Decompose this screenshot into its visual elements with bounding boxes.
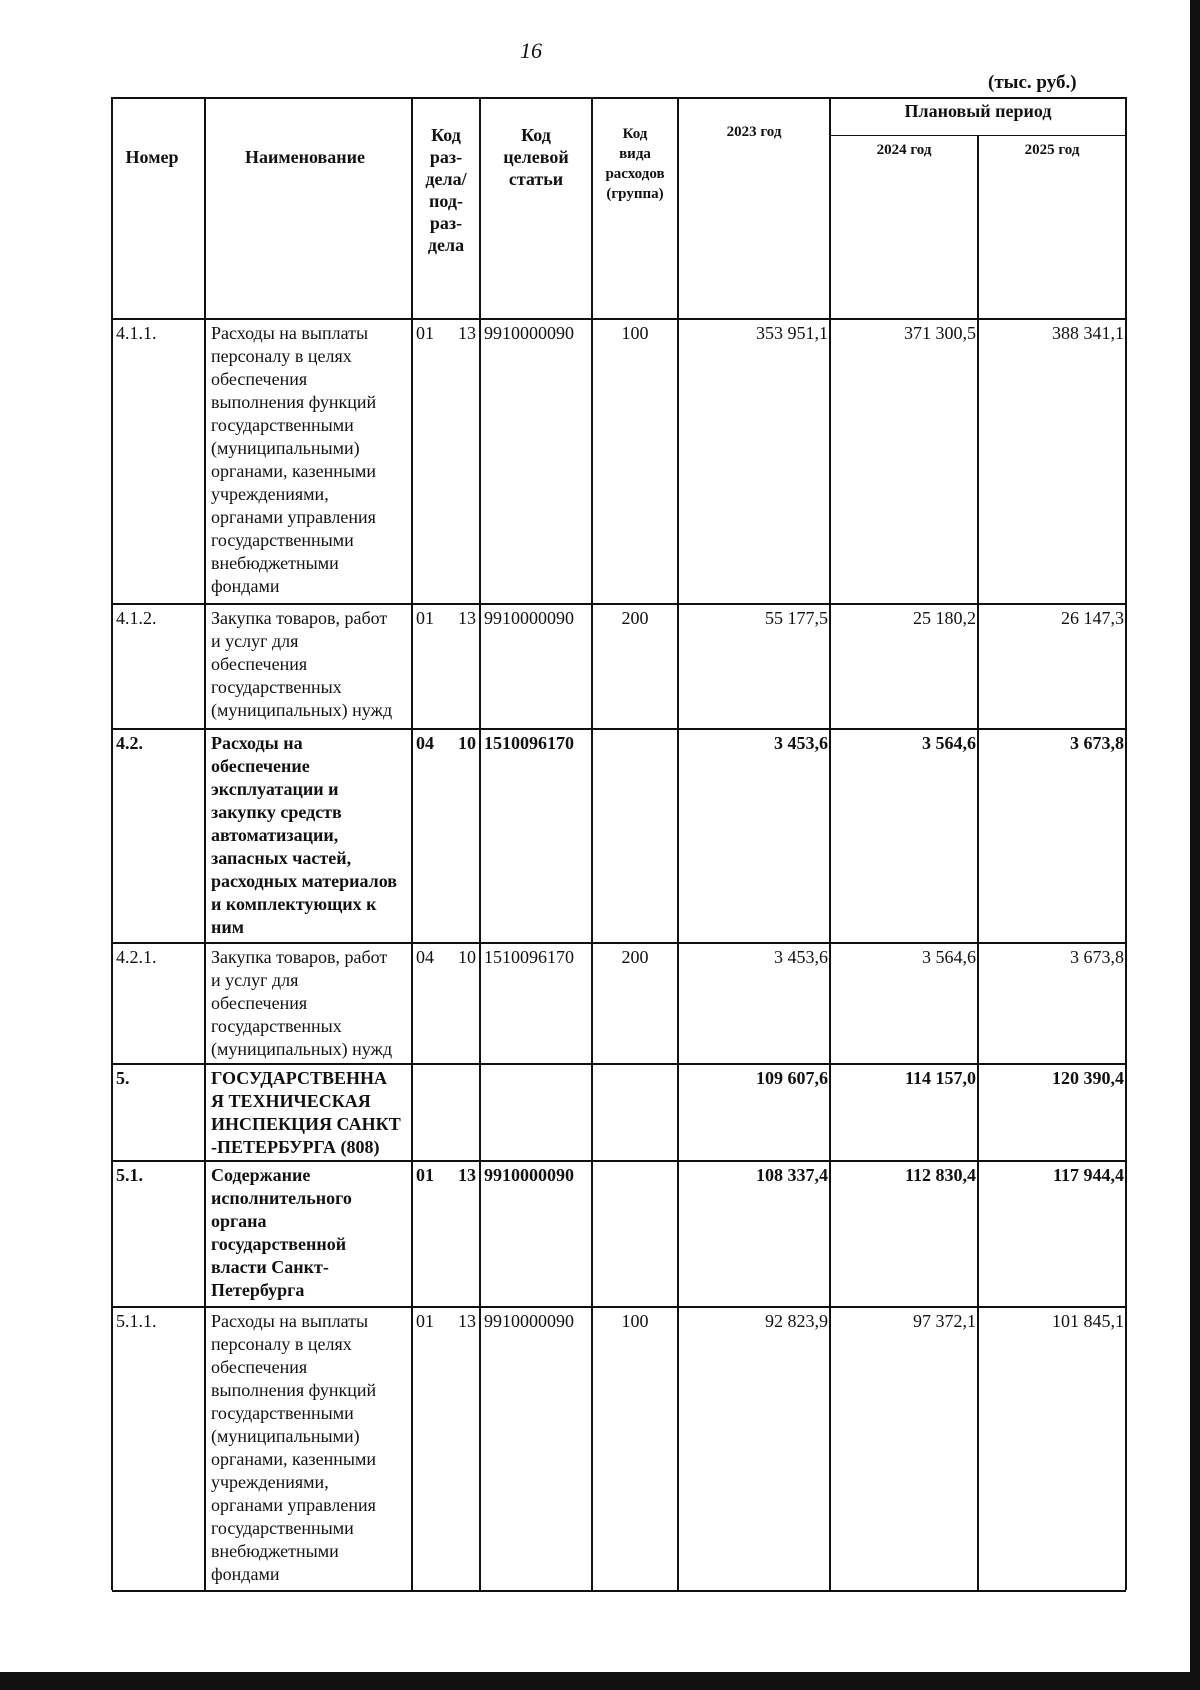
row-value-2023: 108 337,4 xyxy=(756,1165,828,1185)
units-label: (тыс. руб.) xyxy=(988,72,1077,93)
page-number: 16 xyxy=(520,38,542,63)
row-value-2024: 97 372,1 xyxy=(913,1311,976,1331)
header-year-2025: 2025 год xyxy=(1024,142,1080,158)
scan-border-right xyxy=(1190,0,1200,1690)
table-row-line xyxy=(112,1306,1126,1308)
row-subsection-code: 13 xyxy=(458,323,476,343)
row-target-code: 1510096170 xyxy=(484,733,574,753)
row-target-code: 9910000090 xyxy=(484,1311,574,1331)
header-number: Номер xyxy=(125,147,179,167)
row-value-2023: 3 453,6 xyxy=(774,733,828,753)
row-number: 4.2. xyxy=(116,733,143,753)
row-value-2024: 3 564,6 xyxy=(922,947,976,967)
table-row-line xyxy=(112,603,1126,605)
table-column-line xyxy=(479,97,481,1590)
row-value-2023: 55 177,5 xyxy=(765,608,828,628)
row-value-2024: 3 564,6 xyxy=(922,733,976,753)
row-number: 4.2.1. xyxy=(116,947,157,967)
row-value-2024: 112 830,4 xyxy=(904,1165,976,1185)
row-section-code: 01 xyxy=(416,608,434,628)
table-column-line xyxy=(111,97,113,1590)
row-value-2024: 114 157,0 xyxy=(904,1068,976,1088)
row-name: Расходы на выплаты персоналу в целях обеспечения выполнения функций государственными (муниципальными) органами, казенными учреждениями, органами управления государственными внебюджетными фондами xyxy=(211,1311,377,1584)
row-value-2025: 26 147,3 xyxy=(1061,608,1124,628)
row-name: Расходы на обеспечение эксплуатации и закупку средств автоматизации, запасных частей, расходных материалов и комплектующих к ним xyxy=(211,733,398,937)
row-expense-type: 200 xyxy=(621,947,649,967)
row-number: 5. xyxy=(116,1068,130,1088)
row-name: Закупка товаров, работ и услуг для обеспечения государственных (муниципальных) нужд xyxy=(211,947,393,1059)
row-section-code: 01 xyxy=(416,1311,434,1331)
row-expense-type: 200 xyxy=(621,608,649,628)
row-name: ГОСУДАРСТВЕННА Я ТЕХНИЧЕСКАЯ ИНСПЕКЦИЯ САНКТ -ПЕТЕРБУРГА (808) xyxy=(211,1068,401,1157)
row-subsection-code: 13 xyxy=(458,1311,476,1331)
row-value-2025: 120 390,4 xyxy=(1052,1068,1124,1088)
row-name: Расходы на выплаты персоналу в целях обеспечения выполнения функций государственными (муниципальными) органами, казенными учреждениями, органами управления государственными внебюджетными фондами xyxy=(211,323,377,596)
table-column-line xyxy=(677,97,679,1590)
row-value-2025: 3 673,8 xyxy=(1070,947,1124,967)
row-value-2025: 388 341,1 xyxy=(1052,323,1124,343)
row-section-code: 04 xyxy=(416,733,434,753)
row-value-2023: 109 607,6 xyxy=(756,1068,828,1088)
row-value-2023: 92 823,9 xyxy=(765,1311,828,1331)
row-subsection-code: 10 xyxy=(458,947,476,967)
row-number: 4.1.2. xyxy=(116,608,157,628)
row-subsection-code: 13 xyxy=(458,608,476,628)
table-row-line xyxy=(112,318,1126,320)
row-section-code: 01 xyxy=(416,323,434,343)
header-planned-period: Плановый период xyxy=(904,101,1052,121)
row-expense-type: 100 xyxy=(621,323,649,343)
header-target-code: Код целевой статьи xyxy=(503,125,569,189)
row-expense-type: 100 xyxy=(621,1311,649,1331)
table-row-line xyxy=(112,1590,1126,1592)
table-row-line xyxy=(112,1063,1126,1065)
row-target-code: 9910000090 xyxy=(484,1165,574,1185)
table-row-line xyxy=(112,1160,1126,1162)
table-column-line xyxy=(204,97,206,1590)
row-value-2023: 353 951,1 xyxy=(756,323,828,343)
row-name: Закупка товаров, работ и услуг для обеспечения государственных (муниципальных) нужд xyxy=(211,608,393,720)
planned-period-divider xyxy=(830,135,1126,136)
row-value-2024: 371 300,5 xyxy=(904,323,976,343)
table-top-border xyxy=(112,97,1126,99)
table-row-line xyxy=(112,728,1126,730)
row-name: Содержание исполнительного органа государственной власти Санкт- Петербурга xyxy=(211,1165,352,1300)
scan-border-bottom xyxy=(0,1672,1200,1690)
header-name: Наименование xyxy=(245,147,365,167)
row-value-2025: 117 944,4 xyxy=(1052,1165,1124,1185)
row-number: 5.1.1. xyxy=(116,1311,157,1331)
row-number: 5.1. xyxy=(116,1165,143,1185)
row-value-2025: 3 673,8 xyxy=(1070,733,1124,753)
row-value-2024: 25 180,2 xyxy=(913,608,976,628)
table-column-line xyxy=(1125,97,1127,1590)
row-value-2023: 3 453,6 xyxy=(774,947,828,967)
row-section-code: 01 xyxy=(416,1165,434,1185)
header-expense-type: Код вида расходов (группа) xyxy=(605,126,665,202)
row-subsection-code: 10 xyxy=(458,733,476,753)
header-year-2023: 2023 год xyxy=(726,124,782,140)
row-value-2025: 101 845,1 xyxy=(1052,1311,1124,1331)
row-section-code: 04 xyxy=(416,947,434,967)
header-year-2024: 2024 год xyxy=(876,142,932,158)
table-column-line xyxy=(829,97,831,1590)
table-column-line xyxy=(977,136,979,1590)
header-section-code: Код раз- дела/ под- раз- дела xyxy=(425,125,467,255)
row-subsection-code: 13 xyxy=(458,1165,476,1185)
table-column-line xyxy=(591,97,593,1590)
row-target-code: 9910000090 xyxy=(484,608,574,628)
row-target-code: 9910000090 xyxy=(484,323,574,343)
row-number: 4.1.1. xyxy=(116,323,157,343)
table-row-line xyxy=(112,942,1126,944)
row-target-code: 1510096170 xyxy=(484,947,574,967)
